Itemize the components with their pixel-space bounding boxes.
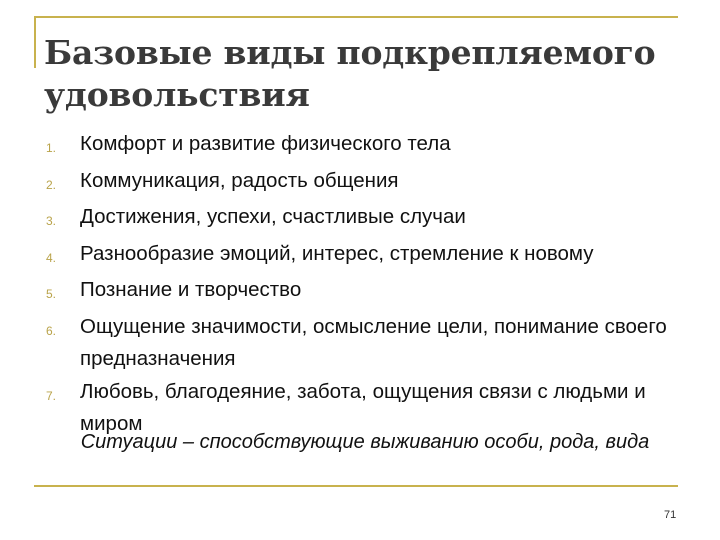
frame-bottom-line xyxy=(34,485,678,487)
frame-left-line xyxy=(34,16,36,68)
summary-note: Ситуации – способствующие выживанию особи, рода, вида xyxy=(80,431,650,453)
list-item-number: 5. xyxy=(46,287,57,301)
list-item-number: 3. xyxy=(46,214,57,228)
list-item-number: 1. xyxy=(46,141,57,155)
list-item-number: 2. xyxy=(46,177,57,192)
list-item-text: Познание и творчество xyxy=(80,278,302,301)
list-item-text: Коммуникация, радость общения xyxy=(80,168,399,192)
list-item-text: Комфорт и развитие физического тела xyxy=(80,132,451,155)
list-item xyxy=(46,201,696,238)
list-item xyxy=(46,165,696,202)
list-item xyxy=(46,274,696,311)
list-item-text: Разнообразие эмоций, интерес, стремление к новому xyxy=(80,241,594,265)
frame-top-line xyxy=(34,16,678,18)
list-item-number: 4. xyxy=(46,250,57,265)
pleasure-types-list xyxy=(46,128,696,441)
list-item xyxy=(46,311,696,376)
list-item-text: Достижения, успехи, счастливые случаи xyxy=(80,205,466,228)
slide-title: Базовые виды подкрепляемого удовольствия xyxy=(44,33,656,114)
list-item-number: 6. xyxy=(46,323,57,338)
list-item-text: Любовь, благодеяние, забота, ощущения связи с людьми и миром xyxy=(80,379,646,435)
list-item-text: Ощущение значимости, осмысление цели, понимание своего предназначения xyxy=(80,314,667,370)
list-item xyxy=(46,128,696,165)
list-item-number: 7. xyxy=(46,388,57,403)
page-number: 71 xyxy=(664,509,677,521)
list-item xyxy=(46,238,696,275)
